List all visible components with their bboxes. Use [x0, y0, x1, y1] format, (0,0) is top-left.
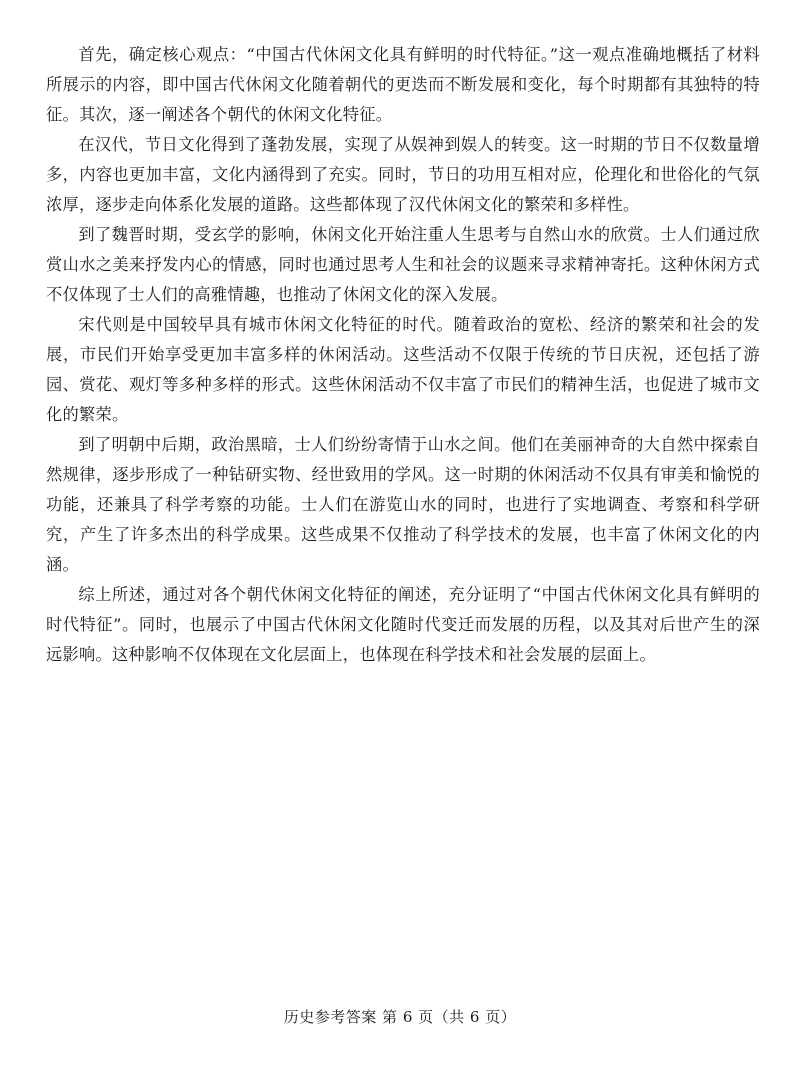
paragraph-ming-dynasty: 到了明朝中后期，政治黑暗，士人们纷纷寄情于山水之间。他们在美丽神奇的大自然中探索自然规律，逐步形成了一种钻研实物、经世致用的学风。这一时期的休闲活动不仅具有审美和愉悦的功能，还兼具了科学考察的功能。士人们在游览山水的同时，也进行了实地调查、考察和科学研究，产生了许多杰出的科学成果。这些成果不仅推动了科学技术的发展，也丰富了休闲文化的内涵。 — [46, 435, 760, 574]
paragraph-conclusion: 综上所述，通过对各个朝代休闲文化特征的阐述，充分证明了“中国古代休闲文化具有鲜明的时代特征”。同时，也展示了中国古代休闲文化随时代变迁而发展的历程，以及其对后世产生的深远影响。这种影响不仅体现在文化层面上，也体现在科学技术和社会发展的层面上。 — [46, 585, 760, 664]
paragraph-song-dynasty: 宋代则是中国较早具有城市休闲文化特征的时代。随着政治的宽松、经济的繁荣和社会的发展，市民们开始享受更加丰富多样的休闲活动。这些活动不仅限于传统的节日庆祝，还包括了游园、赏花、观灯等多种多样的形式。这些休闲活动不仅丰富了市民们的精神生活，也促进了城市文化的繁荣。 — [46, 315, 760, 424]
paragraph-core-viewpoint: 首先，确定核心观点：“中国古代休闲文化具有鲜明的时代特征。”这一观点准确地概括了材料所展示的内容，即中国古代休闲文化随着朝代的更迭而不断发展和变化，每个时期都有其独特的特征。其次，逐一阐述各个朝代的休闲文化特征。 — [46, 45, 760, 124]
page-footer: 历史参考答案 第 6 页（共 6 页） — [283, 1008, 517, 1026]
paragraph-wei-jin-period: 到了魏晋时期，受玄学的影响，休闲文化开始注重人生思考与自然山水的欣赏。士人们通过欣赏山水之美来抒发内心的情感，同时也通过思考人生和社会的议题来寻求精神寄托。这种休闲方式不仅体现了士人们的高雅情趣，也推动了休闲文化的深入发展。 — [46, 225, 760, 304]
document-body — [46, 40, 760, 670]
paragraph-han-dynasty: 在汉代，节日文化得到了蓬勃发展，实现了从娱神到娱人的转变。这一时期的节日不仅数量增多，内容也更加丰富，文化内涵得到了充实。同时，节日的功用互相对应，伦理化和世俗化的气氛浓厚，逐步走向体系化发展的道路。这些都体现了汉代休闲文化的繁荣和多样性。 — [46, 135, 760, 214]
